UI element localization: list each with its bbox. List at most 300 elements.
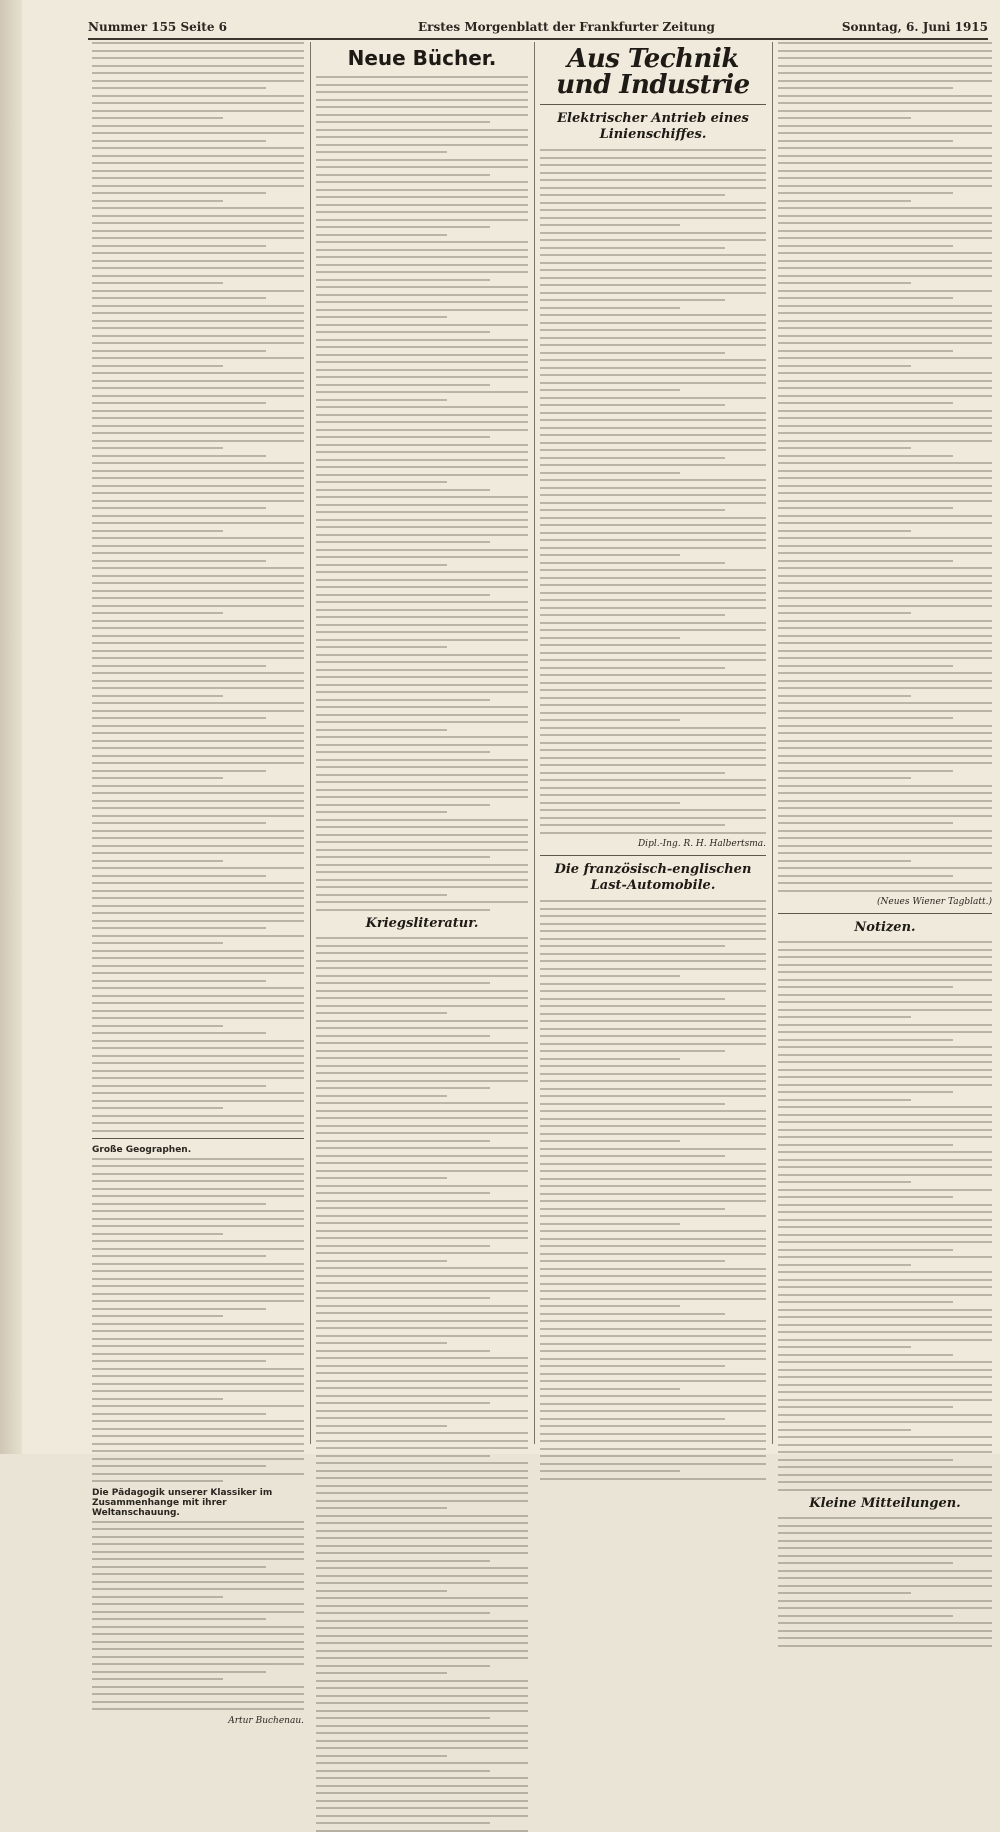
text-line [316,166,528,168]
text-line [92,942,223,944]
text-line [92,1188,304,1190]
text-line [316,1642,528,1644]
text-line [316,376,528,378]
text-line [316,1237,528,1239]
text-line [778,395,992,397]
text-line [778,860,911,862]
text-line [778,845,992,847]
text-line [316,384,490,386]
text-line [92,1315,223,1317]
text-line [778,740,992,742]
text-line [540,517,766,519]
text-line [92,770,266,772]
text-line [778,95,992,97]
divider [92,1138,304,1139]
text-line [316,699,490,701]
text-line [778,1532,992,1534]
text-line [92,305,304,307]
text-line [316,990,528,992]
text-line [316,1027,528,1029]
text-line [540,419,766,421]
text-line [316,391,528,393]
text-line [778,275,992,277]
text-line [778,867,992,869]
text-line [92,785,304,787]
text-line [540,667,725,669]
text-line [778,42,992,44]
text-line [540,712,766,714]
text-line [316,721,528,723]
text-line [92,1458,304,1460]
text-line [92,57,304,59]
text-line [92,560,266,562]
column-1-heading-1: Große Geographen. [92,1144,192,1155]
text-line [92,140,266,142]
text-line [92,260,304,262]
text-line [316,1545,528,1547]
text-line [92,440,304,442]
text-line [540,389,680,391]
text-line [316,960,528,962]
text-line [540,1358,766,1360]
text-line [540,1133,766,1135]
text-line [92,72,304,74]
text-line [778,1540,992,1542]
text-line [92,335,304,337]
text-line [92,717,266,719]
text-line [316,1267,528,1269]
column-1 [92,42,304,1726]
text-line [316,654,528,656]
text-line [316,834,528,836]
text-line [92,1225,304,1227]
text-line [778,305,992,307]
text-line [92,935,304,937]
text-line [92,192,266,194]
text-line [778,1555,992,1557]
text-line [92,80,304,82]
text-line [540,1253,766,1255]
text-line [778,192,953,194]
text-line [540,239,766,241]
notices-text [778,941,992,1491]
text-line [778,1570,992,1572]
text-line [540,1065,766,1067]
text-line [92,590,304,592]
text-line [316,1552,528,1554]
text-line [316,1380,528,1382]
text-line [316,1470,528,1472]
text-line [92,87,266,89]
text-line [778,732,992,734]
text-line [540,787,766,789]
text-line [778,1585,992,1587]
text-line [92,1158,304,1160]
text-line [778,1421,992,1423]
text-line [316,1192,490,1194]
text-line [92,620,304,622]
text-line [540,217,766,219]
text-line [316,1477,528,1479]
text-line [316,982,490,984]
text-line [778,964,992,966]
text-line [778,822,953,824]
text-line [540,412,766,414]
text-line [778,1061,992,1063]
text-line [778,612,911,614]
feuilleton-text [92,42,304,1132]
text-line [540,659,766,661]
text-line [92,1375,304,1377]
text-line [540,817,766,819]
text-line [540,1073,766,1075]
text-line [92,387,304,389]
text-line [540,1050,725,1052]
text-line [778,327,992,329]
text-line [92,357,304,359]
text-line [778,785,992,787]
text-line [92,110,304,112]
text-line [316,819,528,821]
text-line [540,734,766,736]
text-line [92,365,223,367]
text-line [778,50,992,52]
text-line [778,72,992,74]
text-line [778,994,992,996]
text-line [92,807,304,809]
text-line [316,1050,528,1052]
text-line [92,1368,304,1370]
text-line [540,990,766,992]
text-line [540,809,766,811]
text-line [92,215,304,217]
text-line [540,554,680,556]
text-line [316,871,528,873]
text-line [92,297,266,299]
text-line [778,1024,992,1026]
text-line [778,986,953,988]
text-line [540,1313,725,1315]
text-line [540,434,766,436]
text-line [316,234,447,236]
divider [778,913,992,914]
text-line [316,466,528,468]
text-line [92,927,266,929]
text-line [540,1095,766,1097]
text-line [540,157,766,159]
text-line [92,642,304,644]
text-line [316,1350,490,1352]
text-line [92,1270,304,1272]
text-line [92,350,266,352]
text-line [92,1663,304,1665]
text-line [778,342,992,344]
text-line [316,804,490,806]
text-line [540,1223,680,1225]
text-line [778,215,992,217]
text-line [540,900,766,902]
text-line [316,414,528,416]
text-line [778,770,953,772]
text-line [316,444,528,446]
text-line [778,1399,992,1401]
text-line [92,830,304,832]
text-line [92,1435,304,1437]
text-line [316,556,528,558]
text-line [92,432,304,434]
text-line [778,537,992,539]
text-line [778,162,992,164]
book-list-2 [316,937,528,1832]
text-line [540,269,766,271]
text-line [316,1140,490,1142]
text-line [540,1155,725,1157]
text-line [92,1248,304,1250]
text-line [92,1626,304,1628]
column-rule [534,42,535,1444]
text-line [316,1530,528,1532]
text-line [316,309,528,311]
text-line [778,530,911,532]
text-line [540,502,766,504]
text-line [92,695,223,697]
text-line [778,545,992,547]
text-line [316,1057,528,1059]
text-line [316,1290,528,1292]
text-line [778,567,992,569]
text-line [316,841,528,843]
text-line [778,1622,992,1624]
text-line [540,1448,766,1450]
text-line [316,579,528,581]
text-line [92,462,304,464]
text-line [316,1657,528,1659]
text-line [316,1522,528,1524]
text-line [316,1117,528,1119]
text-line [540,367,766,369]
text-line [92,905,304,907]
text-line [92,1686,304,1688]
text-line [778,890,992,892]
text-line [316,759,528,761]
text-line [778,477,992,479]
text-line [316,121,490,123]
text-line [778,1159,992,1161]
text-line [316,909,490,911]
text-line [92,740,304,742]
short-notices-text [778,1517,992,1647]
text-line [778,1001,992,1003]
text-line [540,494,766,496]
text-line [540,1103,725,1105]
text-line [92,1002,304,1004]
text-line [316,1425,447,1427]
text-line [316,1447,528,1449]
text-line [92,1025,223,1027]
text-line [540,1200,766,1202]
text-line [92,1255,266,1257]
text-line [778,440,992,442]
text-line [92,500,304,502]
text-line [778,1354,953,1356]
text-line [316,901,528,903]
text-line [540,224,680,226]
text-line [316,594,490,596]
text-line [778,1069,992,1071]
text-line [316,1492,528,1494]
text-line [540,442,766,444]
text-line [778,1249,953,1251]
text-line [778,320,992,322]
text-line [778,642,992,644]
text-line [540,1260,725,1262]
text-line [778,1547,992,1549]
text-line [92,455,266,457]
text-line [316,1102,528,1104]
text-line [92,147,304,149]
text-line [540,908,766,910]
text-line [778,170,992,172]
text-line [540,674,766,676]
text-line [778,252,992,254]
text-line [778,1637,992,1639]
text-line [92,635,304,637]
text-line [540,1440,766,1442]
text-line [316,937,528,939]
text-line [316,879,528,881]
text-line [316,1222,528,1224]
review-text-1 [92,1158,304,1483]
text-line [92,1010,304,1012]
text-line [778,102,992,104]
text-line [316,451,528,453]
text-line [778,1099,911,1101]
text-line [316,1597,528,1599]
text-line [92,995,304,997]
text-line [540,1290,766,1292]
text-line [540,149,766,151]
text-line [778,837,992,839]
text-line [778,1391,992,1393]
text-line [540,232,766,234]
text-line [316,496,528,498]
text-line [92,1390,304,1392]
text-line [316,361,528,363]
review-text-2 [92,1521,304,1711]
text-line [316,886,528,888]
text-line [316,316,447,318]
text-line [540,262,766,264]
text-line [778,582,992,584]
text-line [540,322,766,324]
text-line [540,254,766,256]
text-line [778,297,953,299]
text-line [316,526,528,528]
text-line [92,410,304,412]
text-line [540,832,766,834]
text-line [540,1110,766,1112]
text-line [92,1032,266,1034]
text-line [778,1414,992,1416]
text-line [316,826,528,828]
text-line [778,680,992,682]
text-line [778,380,992,382]
text-line [778,1406,953,1408]
text-line [316,856,490,858]
text-line [778,560,953,562]
text-line [316,1282,528,1284]
text-line [92,65,304,67]
text-line [316,1747,528,1749]
text-line [316,1537,528,1539]
text-line [92,1398,223,1400]
text-line [92,1017,304,1019]
text-line [316,1005,528,1007]
text-line [92,1480,223,1482]
text-line [316,1560,490,1562]
text-line [778,1474,992,1476]
book-list-1 [316,76,528,911]
text-line [316,436,490,438]
text-line [540,479,766,481]
text-line [540,397,766,399]
text-line [92,320,304,322]
text-line [92,1566,266,1568]
text-line [540,975,680,977]
text-line [778,672,992,674]
text-line [316,1740,528,1742]
text-line [316,744,528,746]
text-line [316,421,528,423]
text-line [540,187,766,189]
text-line [778,1279,992,1281]
text-line [778,800,992,802]
text-line [540,1298,766,1300]
text-line [778,492,992,494]
text-line [778,725,992,727]
text-line [316,1252,528,1254]
text-line [316,1357,528,1359]
text-line [778,1286,992,1288]
text-line [316,1567,528,1569]
text-line [778,1339,992,1341]
text-line [778,155,992,157]
text-line [540,202,766,204]
text-line [316,174,490,176]
text-line [316,864,528,866]
text-line [540,607,766,609]
text-line [778,357,992,359]
text-line [316,646,447,648]
text-line [92,1195,304,1197]
text-line [316,99,528,101]
text-line [316,1260,447,1262]
text-line [778,1264,911,1266]
text-line [316,894,447,896]
header-date: Sonntag, 6. Juni 1915 [841,20,988,34]
text-line [92,890,304,892]
column-4-heading-2: Kleine Mitteilungen. [809,1496,961,1511]
text-line [778,1376,992,1378]
text-line [316,1507,447,1509]
text-line [540,968,766,970]
text-line [92,845,304,847]
column-1-signature: Artur Buchenau. [228,1715,304,1726]
text-line [92,1611,304,1613]
text-line [778,1331,992,1333]
text-line [316,1762,528,1764]
text-line [92,282,223,284]
